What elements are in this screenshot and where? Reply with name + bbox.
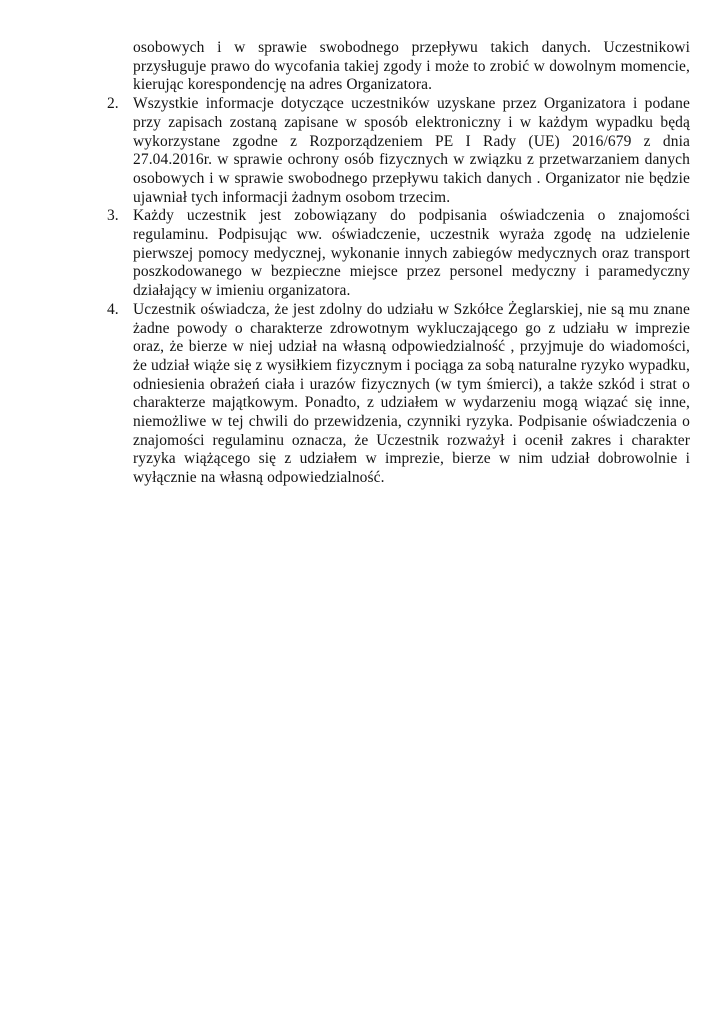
list-item-text: Uczestnik oświadcza, że jest zdolny do udziału w Szkółce Żeglarskiej, nie są mu znane żadne powody o charakterze zdrowotnym wykluczającego go z udziału w imprezie oraz, że bierze w niej udział na własną odpowiedzialność , przyjmuje do wiadomości, że udział wiąże się z wysiłkiem fizycznym i pociąga za sobą naturalne ryzyko wypadku, odniesienia obrażeń ciała i urazów fizycznych (w tym śmierci), a także szkód i strat o charakterze majątkowym. Ponadto, z udziałem w wydarzeniu mogą wiązać się inne, niemożliwe w tej chwili do przewidzenia, czynniki ryzyka. Podpisanie oświadczenia o znajomości regulaminu oznacza, że Uczestnik rozważył i ocenił zakres i charakter ryzyka wiążącego się z udziałem w imprezie, bierze w nim udział dobrowolnie i wyłącznie na własną odpowiedzialność. (133, 300, 690, 487)
list-item-number: 4. (107, 300, 119, 318)
list-item (107, 207, 690, 301)
list-item-text: osobowych i w sprawie swobodnego przepływu takich danych. Uczestnikowi przysługuje prawo do wycofania takiej zgody i może to zrobić w dowolnym momencie, kierując korespondencję na adres Organizatora. (133, 39, 690, 94)
document-body (107, 39, 690, 488)
list-item-text: Wszystkie informacje dotyczące uczestników uzyskane przez Organizatora i podane przy zapisach zostaną zapisane w sposób elektroniczny i w każdym wypadku będą wykorzystane zgodne z Rozporządzeniem PE I Rady (UE) 2016/679 z dnia 27.04.2016r. w sprawie ochrony osób fizycznych w związku z przetwarzaniem danych osobowych i w sprawie swobodnego przepływu takich danych . Organizator nie będzie ujawniał tych informacji żadnym osobom trzecim. (133, 95, 690, 206)
list-item-number: 3. (107, 207, 119, 225)
list-item (107, 95, 690, 207)
list-item-text: Każdy uczestnik jest zobowiązany do podpisania oświadczenia o znajomości regulaminu. Podpisując ww. oświadczenie, uczestnik wyraża zgodę na udzielenie pierwszej pomocy medycznej, wykonanie innych zabiegów medycznych oraz transport poszkodowanego w bezpieczne miejsce przez personel medyczny i paramedyczny działający w imieniu organizatora. (133, 207, 690, 300)
list-item (107, 39, 690, 95)
list-item (107, 301, 690, 488)
list-item-number: 2. (107, 95, 119, 113)
